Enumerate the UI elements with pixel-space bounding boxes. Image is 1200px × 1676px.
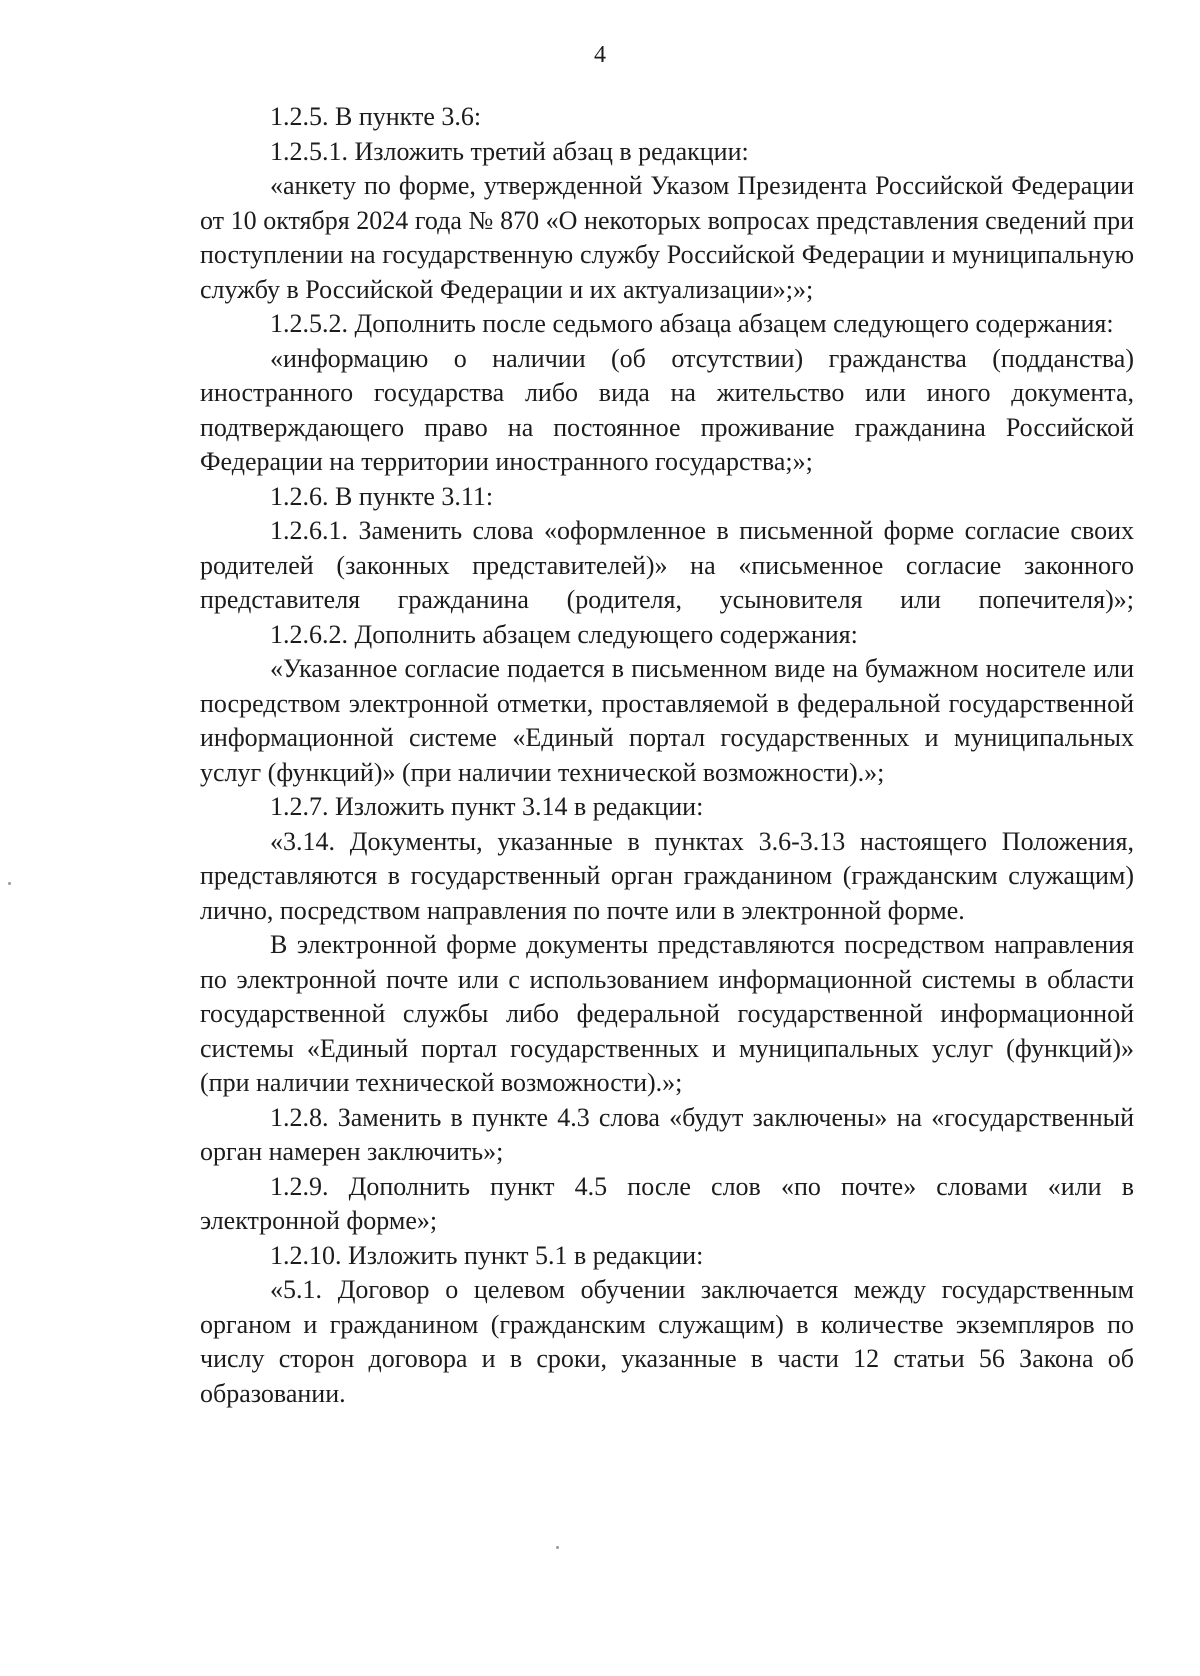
scan-artifact-dot (8, 882, 11, 885)
paragraph: 1.2.9. Дополнить пункт 4.5 после слов «по почте» словами «или в электронной форме»; (200, 1171, 1134, 1235)
paragraph: «3.14. Документы, указанные в пунктах 3.6-3.13 настоящего Положения, представляются в государственный орган гражданином (гражданским служащим) лично, посредством направления по почте или в электронной форме. (200, 826, 1134, 925)
paragraph: 1.2.10. Изложить пункт 5.1 в редакции: (270, 1240, 704, 1270)
paragraph: 1.2.5. В пункте 3.6: (270, 102, 482, 131)
paragraph: «анкету по форме, утвержденной Указом Президента Российской Федерации от 10 октября 2024 года № 870 «О некоторых вопросах представления сведений при поступлении на государственную службу Российской Федерации и муниципальную службу в Российской Федерации и их актуализации»;»; (200, 171, 1134, 304)
paragraph: В электронной форме документы представляются посредством направления по электронной почте или с использованием информационной системы в области государственной службы либо федеральной государственной информационной системы «Единый портал государственных и муниципальных услуг (функций)» (при наличии технической возможности).»; (200, 930, 1134, 1097)
paragraph: 1.2.7. Изложить пункт 3.14 в редакции: (270, 792, 704, 821)
page-number: 4 (594, 42, 606, 68)
paragraph: «информацию о наличии (об отсутствии) гражданства (подданства) иностранного государства либо вида на жительство или иного документа, подтверждающего право на постоянное проживание гражданина Российской Федерации на территории иностранного государства;»; (200, 343, 1134, 476)
paragraph: «5.1. Договор о целевом обучении заключается между государственным органом и гражданином (гражданским служащим) в количестве экземпляров по числу сторон договора и в сроки, указанные в части 12 статьи 56 Закона об образовании. (200, 1275, 1134, 1408)
document-body (200, 100, 1134, 1411)
paragraph: 1.2.6.2. Дополнить абзацем следующего содержания: (270, 619, 858, 649)
paragraph: 1.2.5.1. Изложить третий абзац в редакции: (270, 136, 749, 166)
paragraph: «Указанное согласие подается в письменном виде на бумажном носителе или посредством электронной отметки, проставляемой в федеральной государственной информационной системе «Единый портал государственных и муниципальных услуг (функций)» (при наличии технической возможности).»; (200, 654, 1134, 787)
paragraph: 1.2.8. Заменить в пункте 4.3 слова «будут заключены» на «государственный орган намерен заключить»; (200, 1102, 1134, 1166)
paragraph: 1.2.6. В пункте 3.11: (270, 481, 494, 511)
paragraph: 1.2.5.2. Дополнить после седьмого абзаца абзацем следующего содержания: (270, 309, 1114, 338)
paragraph: 1.2.6.1. Заменить слова «оформленное в письменной форме согласие своих родителей (законных представителей)» на «письменное согласие законного представителя гражданина (родителя, усыновителя или попечителя)»; (200, 516, 1134, 614)
scan-artifact-dot (556, 1546, 559, 1549)
